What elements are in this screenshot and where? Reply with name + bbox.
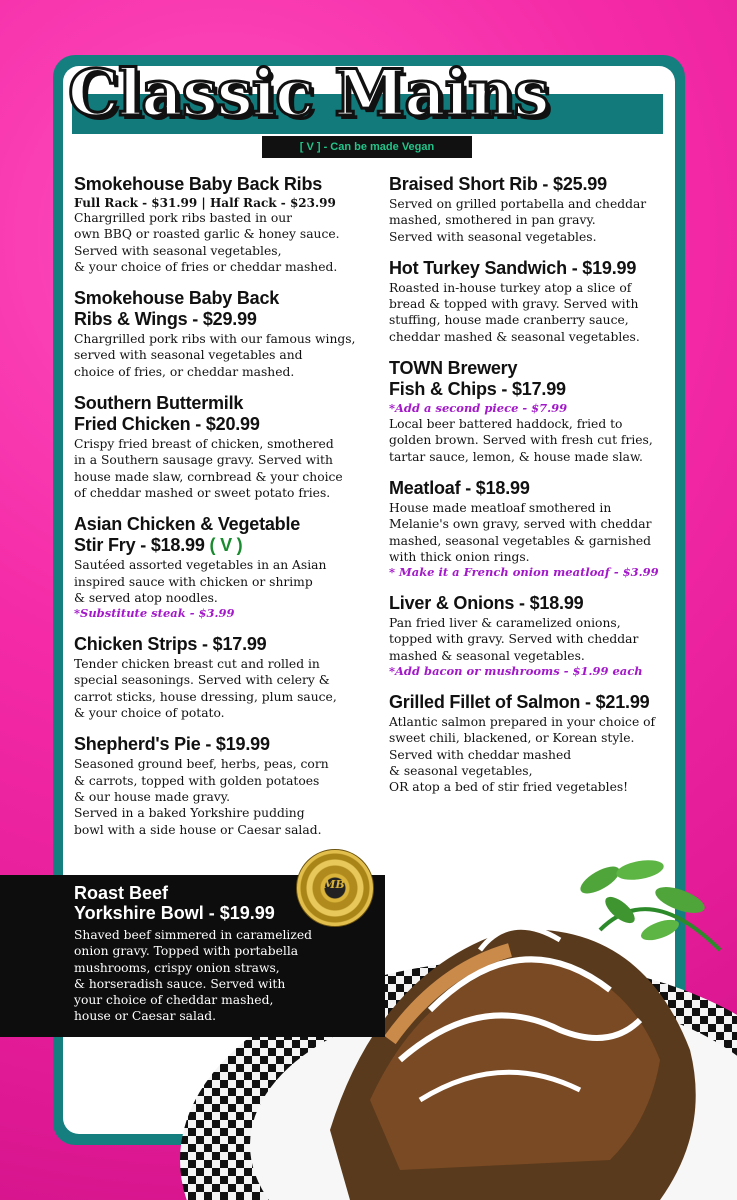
item-name: Smokehouse Baby Back Ribs [74, 174, 323, 194]
item-name: Shepherd's Pie - $19.99 [74, 734, 270, 755]
item-description: Chargrilled pork ribs basted in our own BBQ or roasted garlic & honey sauce. Served with seasonal vegetables, & your choice of fries or cheddar mashed. [74, 211, 340, 274]
item-description: Tender chicken breast cut and rolled in special seasonings. Served with celery & carrot sticks, house dressing, plum sauce, & your choice of potato. [74, 657, 337, 721]
featured-item-description: Shaved beef simmered in caramelized onion gravy. Topped with portabella mushrooms, crispy onion straws, & horseradish sauce. Served with your choice of cheddar mashed, house or Caesar salad. [74, 928, 312, 1024]
menu-item-stir-fry [74, 514, 374, 621]
menu-item-ribs [74, 174, 374, 275]
item-description: Local beer battered haddock, fried to golden brown. Served with fresh cut fries, tartar sauce, lemon, & house made slaw. [389, 417, 653, 464]
item-description: Seasoned ground beef, herbs, peas, corn & carrots, topped with golden potatoes & our house made gravy. Served in a baked Yorkshire pudding bowl with a side house or Caesar salad. [74, 757, 329, 837]
item-name: Hot Turkey Sandwich - $19.99 [389, 257, 637, 278]
menu-item-meatloaf [389, 478, 675, 580]
menu-item-ribs-wings [74, 288, 374, 380]
item-description: Chargrilled pork ribs with our famous wings, served with seasonal vegetables and choice of fries, or cheddar mashed. [74, 332, 356, 379]
menu-item-short-rib [389, 174, 675, 245]
item-description: Roasted in-house turkey atop a slice of bread & topped with gravy. Served with stuffing, house made cranberry sauce, cheddar mashed & seasonal vegetables. [389, 280, 640, 344]
left-column [74, 174, 374, 851]
item-name-text: Asian Chicken & Vegetable Stir Fry - $18.99 [74, 514, 301, 556]
item-addon: *Add bacon or mushrooms - $1.99 each [389, 664, 643, 679]
item-name: Chicken Strips - $17.99 [74, 634, 267, 655]
item-name: Braised Short Rib - $25.99 [389, 174, 607, 194]
page-title: Classic Mains [68, 56, 549, 131]
item-addon: *Add a second piece - $7.99 [389, 401, 568, 416]
menu-item-liver-onions [389, 593, 675, 679]
menu-item-fish-chips [389, 358, 675, 465]
item-description: House made meatloaf smothered in Melanie's own gravy, served with cheddar mashed, seasonal vegetables & garnished with thick onion rings. [389, 500, 652, 564]
vegan-legend: [ V ] - Can be made Vegan [262, 136, 472, 158]
item-description: Atlantic salmon prepared in your choice of sweet chili, blackened, or Korean style. Served with cheddar mashed & seasonal vegetables, OR atop a bed of stir fried vegetables! [389, 715, 656, 795]
item-description: Sautéed assorted vegetables in an Asian inspired sauce with chicken or shrimp & served atop noodles. [74, 558, 327, 605]
item-name: Liver & Onions - $18.99 [389, 593, 584, 614]
item-rack-prices: Full Rack - $31.99 | Half Rack - $23.99 [74, 196, 336, 210]
menu-item-hot-turkey [389, 258, 675, 345]
item-description: Pan fried liver & caramelized onions, topped with gravy. Served with cheddar mashed & seasonal vegetables. [389, 616, 639, 663]
item-addon: *Substitute steak - $3.99 [74, 606, 235, 621]
featured-item-name: Roast Beef Yorkshire Bowl - $19.99 [74, 883, 275, 923]
item-name: Meatloaf - $18.99 [389, 477, 530, 498]
item-name: Smokehouse Baby Back Ribs & Wings - $29.99 [74, 288, 280, 330]
item-addon: * Make it a French onion meatloaf - $3.99 [389, 565, 659, 580]
item-name: TOWN Brewery Fish & Chips - $17.99 [389, 358, 566, 400]
menu-item-salmon [389, 692, 675, 795]
item-description: Crispy fried breast of chicken, smothered in a Southern sausage gravy. Served with house made slaw, cornbread & your choice of cheddar mashed or sweet potato fries. [74, 437, 343, 500]
item-name [74, 514, 374, 556]
logo-monogram: MB [323, 878, 345, 891]
item-name: Grilled Fillet of Salmon - $21.99 [389, 692, 650, 713]
item-description: Served on grilled portabella and cheddar mashed, smothered in pan gravy. Served with seasonal vegetables. [389, 197, 647, 244]
right-column [389, 174, 675, 809]
item-name: Southern Buttermilk Fried Chicken - $20.99 [74, 393, 260, 435]
vegan-badge: ( V ) [209, 535, 243, 556]
menu-item-chicken-strips [74, 634, 374, 721]
menu-item-fried-chicken [74, 393, 374, 501]
